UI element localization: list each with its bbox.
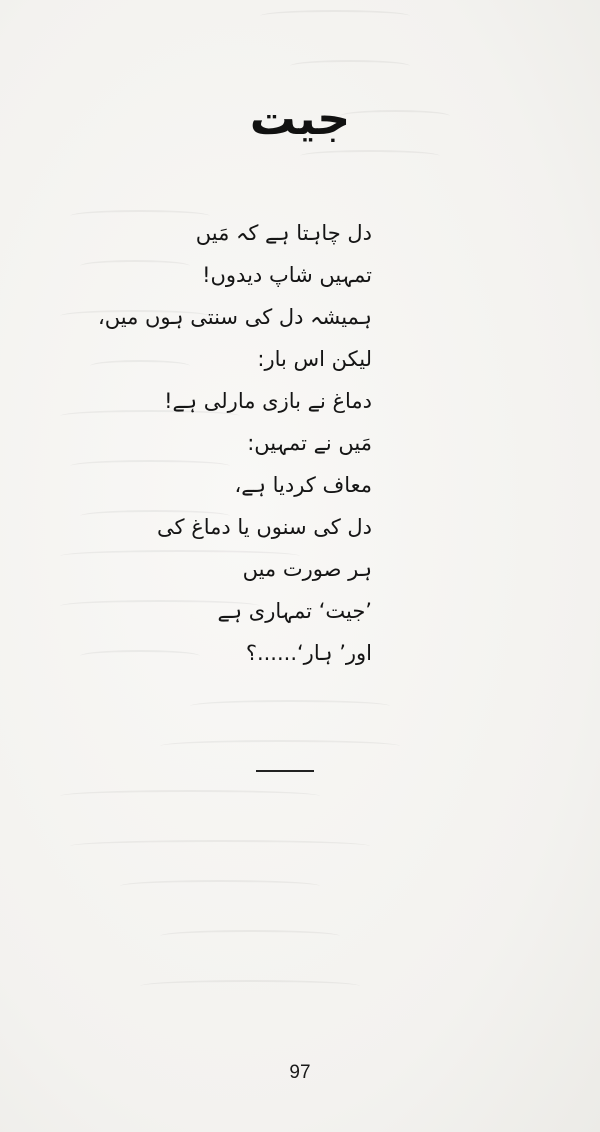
poem-line: معاف کردیا ہے، xyxy=(234,473,372,497)
poem-line: ’جیت‘ تمہاری ہے xyxy=(217,599,372,623)
poem-line: ہر صورت میں xyxy=(242,557,372,581)
page-number: 97 xyxy=(289,1062,311,1083)
poem-title: جیت xyxy=(249,91,351,145)
poem-line: مَیں نے تمہیں: xyxy=(247,431,372,455)
poem-body xyxy=(72,212,372,674)
section-divider xyxy=(256,770,314,772)
poem-line: لیکن اس بار: xyxy=(257,347,372,371)
poem-line: دل چاہتا ہے کہ مَیں xyxy=(195,221,372,245)
poem-line: تمہیں شاپ دیدوں! xyxy=(202,263,372,287)
poem-line: دماغ نے بازی مارلی ہے! xyxy=(164,389,372,413)
poem-line: ہمیشہ دل کی سنتی ہوں میں، xyxy=(97,305,372,329)
poem-line: دل کی سنوں یا دماغ کی xyxy=(157,515,372,539)
poem-line: اور’ ہار‘......؟ xyxy=(245,641,372,665)
